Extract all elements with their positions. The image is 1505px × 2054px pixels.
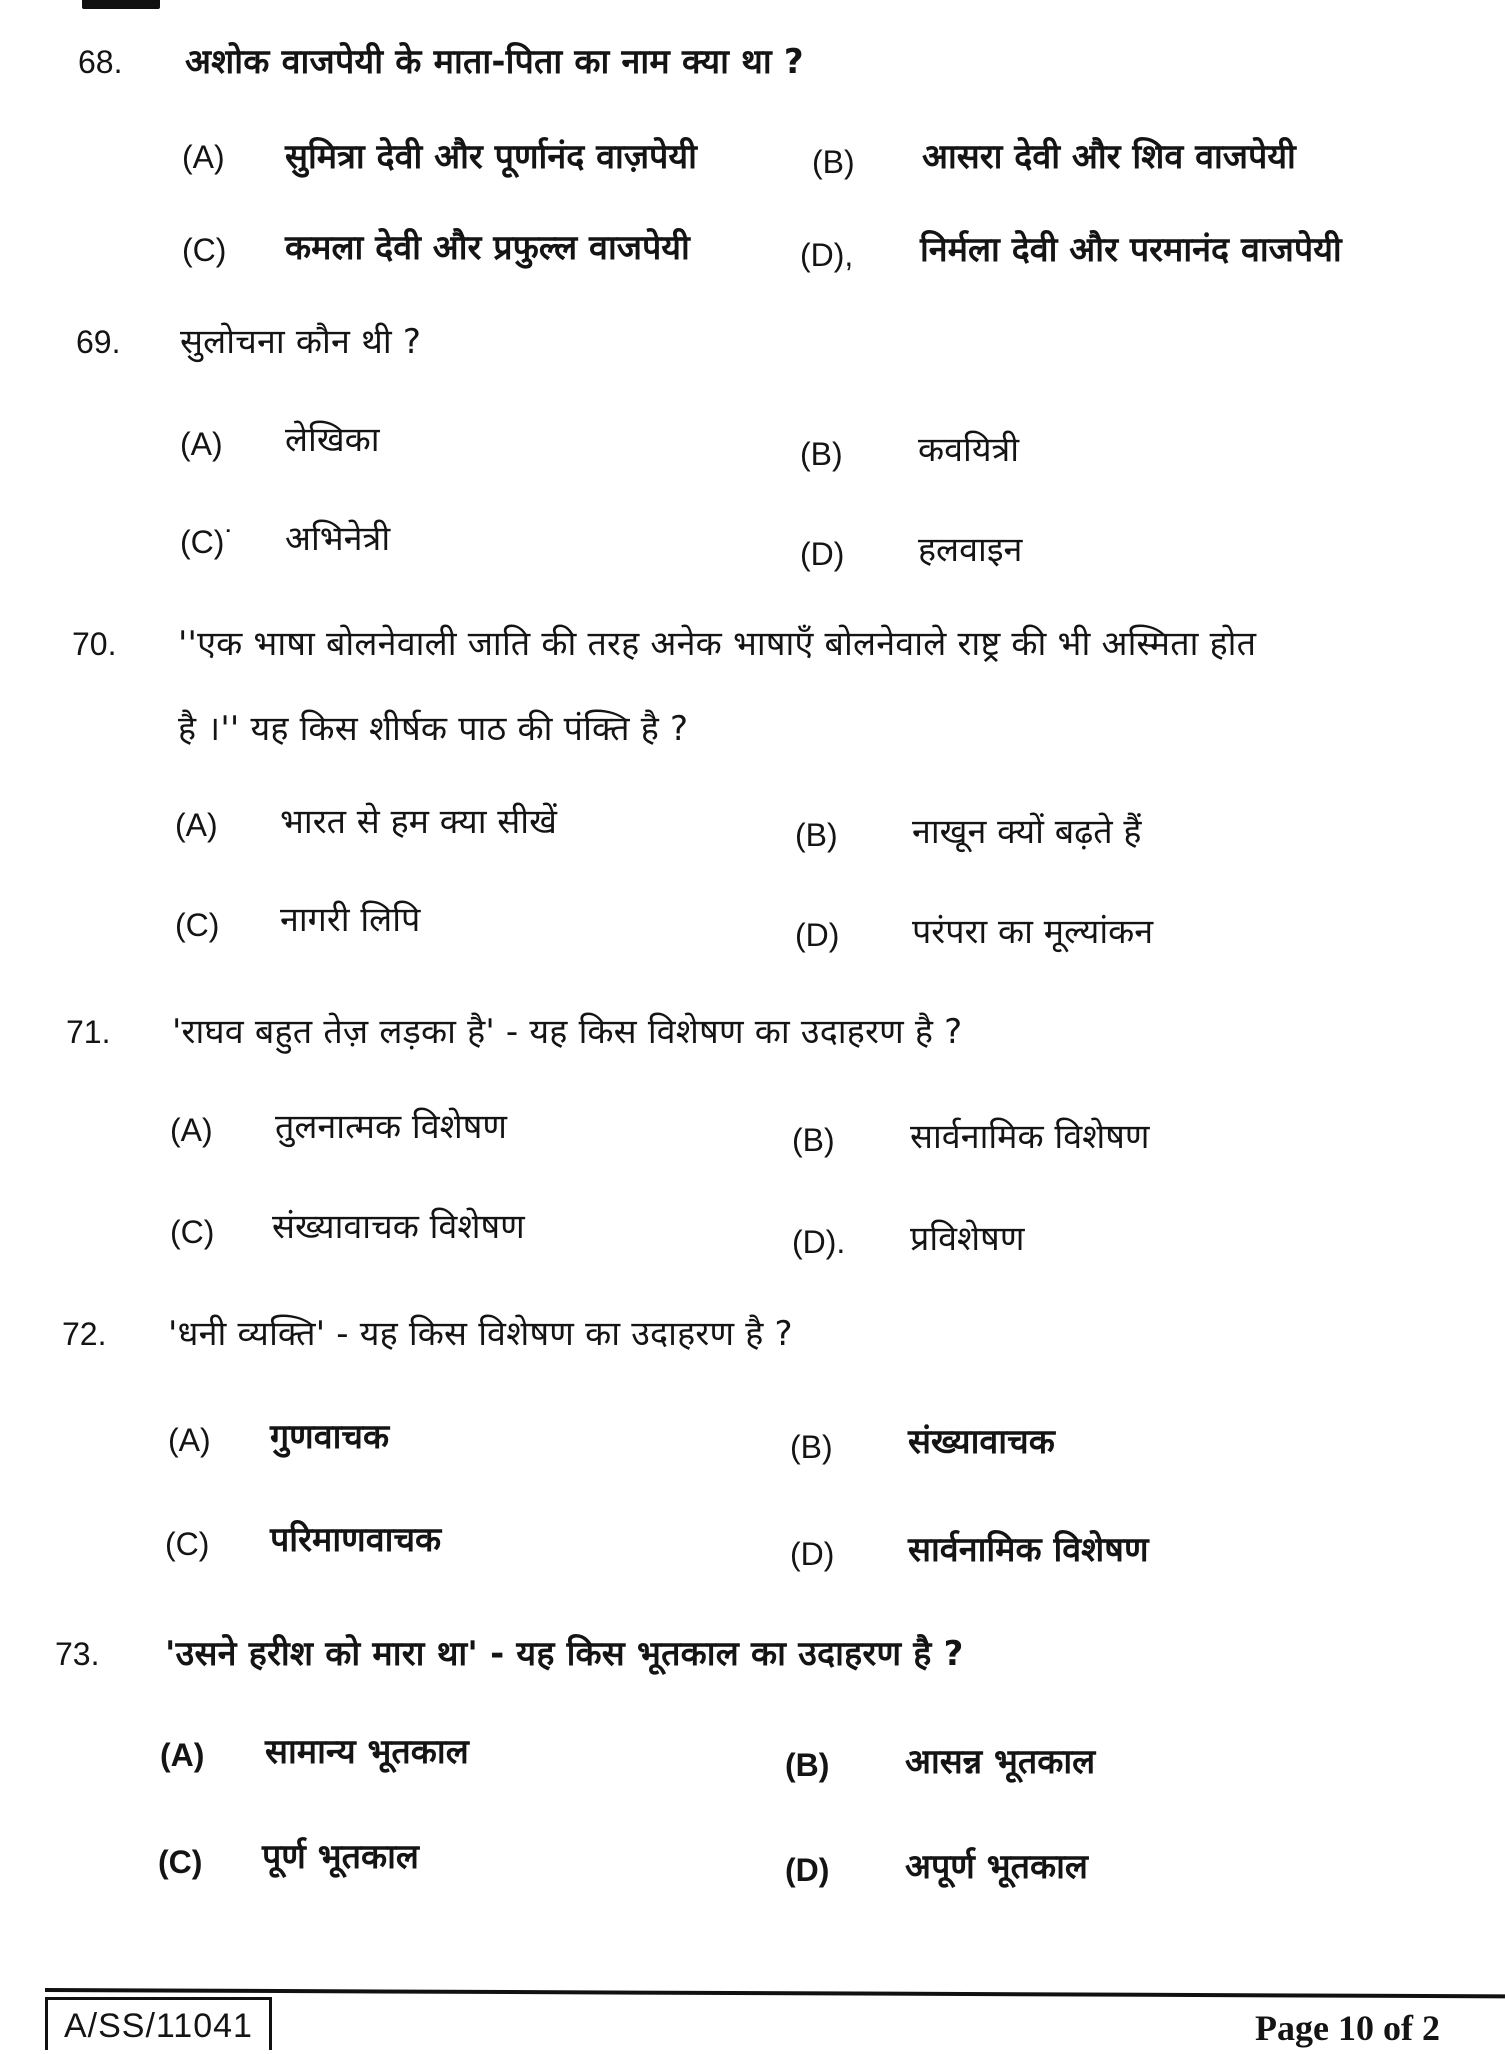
option-text-a: लेखिका: [285, 420, 380, 460]
question-text-line-2: है ।'' यह किस शीर्षक पाठ की पंक्ति है ?: [178, 709, 689, 749]
page-number: Page 10 of 2: [1255, 2008, 1440, 2048]
option-label-b: (B): [795, 817, 838, 853]
question-number: 68.: [78, 44, 123, 80]
option-label-b: (B): [812, 144, 855, 180]
question-number: 72.: [62, 1316, 107, 1352]
option-text-b: सार्वनामिक विशेषण: [910, 1117, 1150, 1157]
question-number: 69.: [76, 324, 121, 360]
question-number: 71.: [66, 1014, 111, 1050]
top-edge-mark: [82, 0, 160, 9]
option-text-b: संख्यावाचक: [908, 1422, 1055, 1462]
option-text-a: सुमित्रा देवी और पूर्णानंद वाज़पेयी: [285, 137, 697, 177]
option-text-b: आसरा देवी और शिव वाजपेयी: [922, 137, 1296, 177]
option-text-d: परंपरा का मूल्यांकन: [912, 912, 1154, 952]
option-label-d: (D): [785, 1852, 830, 1888]
option-label-a: (A): [180, 426, 223, 462]
option-text-d: हलवाइन: [918, 530, 1023, 570]
option-text-c: परिमाणवाचक: [270, 1520, 442, 1560]
option-label-c: (C): [182, 232, 227, 268]
option-text-c: पूर्ण भूतकाल: [262, 1837, 419, 1877]
option-text-b: आसन्न भूतकाल: [905, 1742, 1096, 1782]
question-number: 73.: [55, 1636, 100, 1672]
option-label-d: (D),: [800, 237, 854, 273]
option-text-b: कवयित्री: [918, 430, 1020, 470]
option-text-c: नागरी लिपि: [280, 900, 421, 940]
option-label-a: (A): [160, 1737, 205, 1773]
option-label-b: (B): [792, 1122, 835, 1158]
option-text-a: सामान्य भूतकाल: [265, 1732, 469, 1772]
option-text-a: भारत से हम क्या सीखें: [280, 802, 557, 842]
option-text-c: संख्यावाचक विशेषण: [272, 1207, 525, 1247]
question-text-line-1: ''एक भाषा बोलनेवाली जाति की तरह अनेक भाषाएँ बोलनेवाले राष्ट्र की भी अस्मिता होत: [178, 624, 1257, 664]
option-text-a: गुणवाचक: [270, 1417, 390, 1457]
option-text-d: निर्मला देवी और परमानंद वाजपेयी: [920, 230, 1342, 270]
question-text: सुलोचना कौन थी ?: [180, 322, 422, 362]
option-text-d: सार्वनामिक विशेषण: [908, 1530, 1149, 1570]
option-label-d: (D): [795, 917, 840, 953]
question-text: 'राघव बहुत तेज़ लड़का है' - यह किस विशेषण का उदाहरण है ?: [172, 1012, 963, 1052]
option-text-c: अभिनेत्री: [285, 519, 391, 559]
option-label-b: (B): [790, 1429, 833, 1465]
question-number: 70.: [72, 626, 117, 662]
option-text-c: कमला देवी और प्रफुल्ल वाजपेयी: [285, 228, 690, 268]
option-label-a: (A): [182, 139, 225, 175]
option-label-b: (B): [785, 1747, 830, 1783]
question-text: अशोक वाजपेयी के माता-पिता का नाम क्या था ?: [185, 42, 804, 82]
paper-code: A/SS/11041: [45, 1997, 272, 2050]
option-text-d: प्रविशेषण: [910, 1219, 1025, 1259]
question-text: 'धनी व्यक्ति' - यह किस विशेषण का उदाहरण है ?: [168, 1314, 793, 1354]
question-text: 'उसने हरीश को मारा था' - यह किस भूतकाल का उदाहरण है ?: [165, 1634, 964, 1674]
option-label-b: (B): [800, 436, 843, 472]
option-label-a: (A): [175, 807, 218, 843]
option-label-d: (D).: [792, 1224, 846, 1260]
option-label-d: (D): [790, 1536, 835, 1572]
option-label-c: (C)˙: [180, 524, 236, 560]
option-label-c: (C): [165, 1526, 210, 1562]
option-label-a: (A): [168, 1422, 211, 1458]
option-label-c: (C): [175, 907, 220, 943]
option-text-b: नाखून क्यों बढ़ते हैं: [912, 812, 1142, 852]
option-label-d: (D): [800, 536, 845, 572]
option-text-d: अपूर्ण भूतकाल: [905, 1847, 1088, 1887]
option-label-c: (C): [170, 1214, 215, 1250]
option-label-c: (C): [158, 1844, 203, 1880]
option-text-a: तुलनात्मक विशेषण: [275, 1107, 507, 1147]
option-label-a: (A): [170, 1112, 213, 1148]
